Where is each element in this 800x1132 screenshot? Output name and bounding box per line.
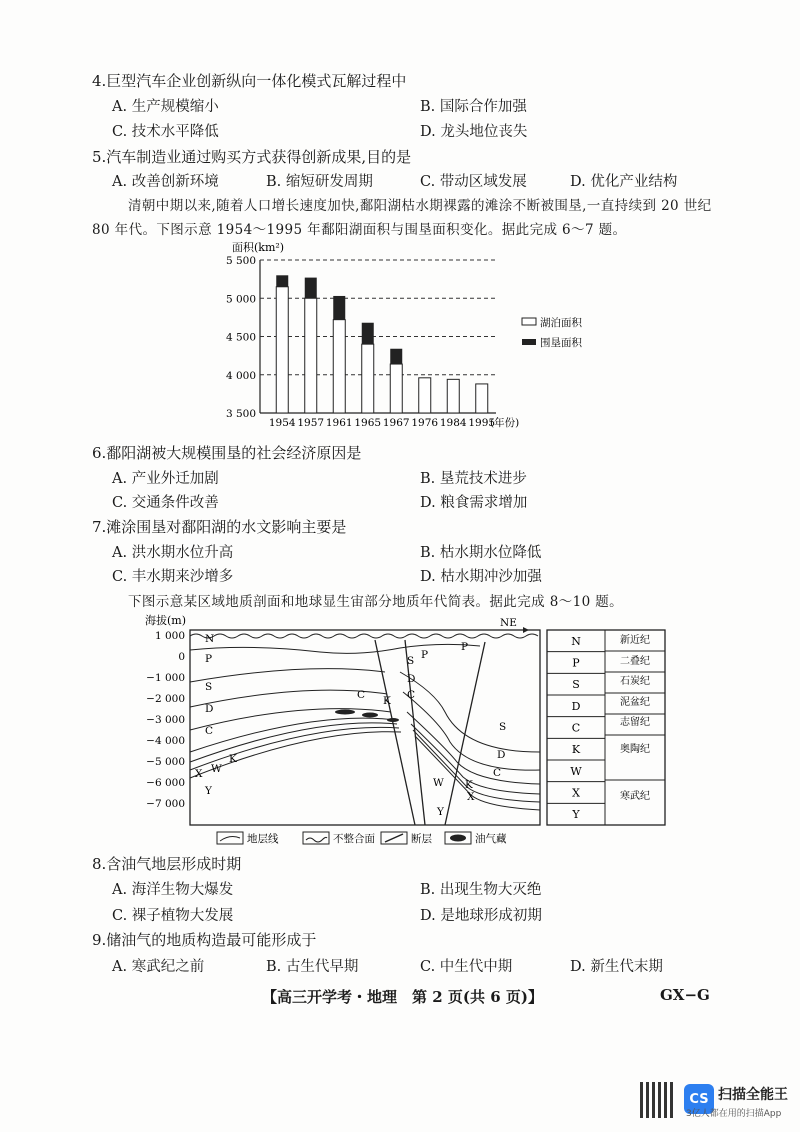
geo-ytick: −7 000	[146, 798, 185, 810]
geo-label: S	[205, 681, 213, 693]
reclaimed-area-bar	[333, 296, 345, 320]
geo-label: C	[357, 689, 366, 701]
chart-xtick-label: 1965	[354, 417, 382, 429]
geo-label: C	[407, 689, 416, 701]
lake-area-chart	[220, 238, 620, 438]
geo-ytick: 0	[178, 651, 185, 663]
table-stratum-code: Y	[572, 808, 580, 822]
q6-option-d: D. 粮食需求增加	[420, 495, 528, 511]
geo-time-table	[547, 630, 665, 825]
geo-ytick: −5 000	[146, 756, 185, 768]
q4-option-d: D. 龙头地位丧失	[420, 124, 528, 140]
q9-option-d: D. 新生代末期	[570, 959, 663, 975]
lake-area-bar	[276, 287, 288, 413]
lake-area-bar	[476, 384, 488, 413]
q8-option-a: A. 海洋生物大爆发	[112, 882, 234, 898]
legend-oil-deposit: 油气藏	[475, 833, 507, 845]
north-east-arrowhead	[523, 627, 529, 633]
geo-ytick: 1 000	[154, 630, 185, 642]
table-stratum-code: X	[572, 786, 580, 800]
geo-label: P	[421, 649, 429, 661]
chart-legend	[522, 316, 582, 349]
q7-stem: 7.滩涂围垦对鄱阳湖的水文影响主要是	[92, 518, 347, 536]
oil-deposit	[362, 713, 378, 718]
geo-label: C	[493, 767, 502, 779]
legend-unconformity: 不整合面	[333, 833, 375, 845]
surface-unconformity	[190, 634, 538, 638]
passage1-line2: 80 年代。下图示意 1954～1995 年鄱阳湖面积与围垦面积变化。据此完成 6～7 题。	[92, 222, 627, 238]
geo-label: X	[467, 791, 475, 803]
geo-legend	[217, 832, 507, 845]
q5-option-b: B. 缩短研发周期	[266, 174, 373, 190]
geo-label: P	[205, 653, 213, 665]
q4-option-a: A. 生产规模缩小	[112, 99, 219, 115]
table-stratum-code: N	[571, 634, 581, 648]
table-stratum-code: D	[571, 699, 581, 713]
geology-section	[145, 612, 675, 850]
geo-label: Y	[437, 806, 444, 818]
chart-xtick-label: 1961	[325, 417, 353, 429]
q4-option-c: C. 技术水平降低	[112, 124, 219, 140]
chart-xtick-label: 1954	[268, 417, 296, 429]
lake-area-bar	[333, 320, 345, 413]
period-label: 寒武纪	[620, 791, 650, 802]
q6-stem: 6.鄱阳湖被大规模围垦的社会经济原因是	[92, 444, 362, 462]
left-strata	[190, 669, 401, 778]
geo-label: Y	[205, 785, 212, 797]
q9-option-c: C. 中生代中期	[420, 959, 513, 975]
geo-label: S	[499, 721, 507, 733]
geo-ytick: −4 000	[146, 735, 185, 747]
q7-option-b: B. 枯水期水位降低	[420, 545, 542, 561]
lake-area-bar	[419, 378, 431, 413]
q8-option-c: C. 裸子植物大发展	[112, 908, 234, 924]
geo-label: K	[229, 753, 237, 765]
legend-reclaim-label: 围垦面积	[540, 337, 582, 349]
geo-label: D	[497, 749, 506, 761]
geo-left-labels	[195, 633, 237, 797]
q9-stem: 9.储油气的地质构造最可能形成于	[92, 931, 317, 949]
q8-option-b: B. 出现生物大灭绝	[420, 882, 542, 898]
geo-right-labels	[421, 641, 506, 818]
table-stratum-code: W	[570, 764, 582, 778]
geo-mid-labels	[357, 655, 415, 707]
q9-option-a: A. 寒武纪之前	[112, 959, 205, 975]
q7-option-d: D. 枯水期冲沙加强	[420, 569, 542, 585]
scanner-app-name: 扫描全能王	[718, 1087, 788, 1103]
q8-stem: 8.含油气地层形成时期	[92, 855, 242, 873]
q5-option-a: A. 改善创新环境	[112, 174, 219, 190]
page-footer: 【高三开学考・地理 第 2 页(共 6 页)】	[262, 988, 543, 1006]
q5-option-c: C. 带动区域发展	[420, 174, 527, 190]
legend-stratum-line: 地层线	[247, 833, 279, 845]
lake-area-bar	[447, 379, 459, 413]
reclaimed-area-bar	[390, 349, 402, 364]
geo-ytick: −6 000	[146, 777, 185, 789]
reclaimed-area-bar	[276, 275, 288, 286]
chart-xlabel: (年份)	[490, 417, 520, 429]
geo-ytick: −2 000	[146, 693, 185, 705]
lake-area-bar	[305, 298, 317, 413]
geo-period-labels	[620, 634, 650, 802]
chart-ytick-label: 4 000	[225, 369, 256, 382]
lake-area-bar	[390, 364, 402, 413]
q7-option-c: C. 丰水期来沙增多	[112, 569, 234, 585]
period-label: 石炭纪	[620, 676, 650, 687]
q4-option-b: B. 国际合作加强	[420, 99, 527, 115]
reclaimed-area-bar	[362, 323, 374, 344]
legend-lake-swatch	[522, 318, 536, 325]
geo-label: W	[211, 763, 222, 775]
period-label: 奥陶纪	[620, 744, 650, 755]
q6-option-b: B. 垦荒技术进步	[420, 471, 527, 487]
reclaimed-area-bar	[305, 278, 317, 299]
unconformity-line	[190, 644, 480, 653]
geo-label: P	[461, 641, 469, 653]
q4-stem: 4.巨型汽车企业创新纵向一体化模式瓦解过程中	[92, 72, 407, 90]
period-label: 新近纪	[620, 635, 650, 646]
scanner-tagline: 3亿人都在用的扫描App	[686, 1109, 782, 1119]
north-east-label: NE	[500, 617, 517, 629]
legend-reclaim-swatch	[522, 339, 536, 345]
chart-xtick-label: 1967	[382, 417, 410, 429]
chart-xtick-label: 1957	[297, 417, 325, 429]
geo-yticks	[146, 630, 185, 810]
scanner-logo-icon: CS	[684, 1084, 714, 1114]
geo-label: C	[205, 725, 214, 737]
geo-ytick: −1 000	[146, 672, 185, 684]
chart-ytick-label: 4 500	[225, 331, 256, 344]
geo-label: D	[407, 673, 416, 685]
legend-lake-label: 湖泊面积	[540, 317, 582, 329]
q6-option-a: A. 产业外迁加剧	[112, 471, 219, 487]
geo-label: X	[195, 768, 203, 780]
geo-label: K	[465, 779, 473, 791]
table-stratum-code: S	[572, 678, 580, 692]
oil-deposit	[387, 718, 399, 722]
legend-fault: 断层	[411, 833, 432, 845]
q6-option-c: C. 交通条件改善	[112, 495, 219, 511]
table-stratum-code: P	[572, 656, 580, 670]
geo-ylabel: 海拔(m)	[145, 614, 187, 627]
period-label: 二叠纪	[620, 656, 650, 667]
period-label: 泥盆纪	[620, 697, 650, 708]
qr-code	[640, 1082, 676, 1118]
passage2: 下图示意某区域地质剖面和地球显生宙部分地质年代简表。据此完成 8～10 题。	[128, 594, 624, 610]
q9-option-b: B. 古生代早期	[266, 959, 359, 975]
q8-option-d: D. 是地球形成初期	[420, 908, 542, 924]
geo-label: W	[433, 777, 444, 789]
q5-option-d: D. 优化产业结构	[570, 174, 678, 190]
table-stratum-code: C	[571, 721, 581, 735]
oil-deposit	[335, 710, 355, 715]
table-stratum-code: K	[571, 743, 581, 757]
chart-ytick-label: 5 000	[225, 293, 256, 306]
chart-ytick-label: 3 500	[225, 408, 256, 420]
geo-label: K	[383, 695, 391, 707]
chart-ylabel: 面积(km²)	[232, 241, 285, 254]
chart-xtick-label: 1976	[411, 417, 439, 429]
geo-ytick: −3 000	[146, 714, 185, 726]
paper-code: GX−G	[660, 986, 710, 1004]
geo-label: D	[205, 703, 214, 715]
chart-ytick-label: 5 500	[225, 255, 256, 267]
chart-xtick-label: 1984	[439, 417, 467, 429]
chart-xtick-label: 1995	[468, 417, 496, 429]
lake-area-bar	[362, 344, 374, 413]
passage1-line1: 清朝中期以来,随着人口增长速度加快,鄱阳湖枯水期裸露的滩涂不断被围垦,一直持续到 20 世纪	[128, 198, 712, 214]
geo-label: S	[407, 655, 415, 667]
q5-stem: 5.汽车制造业通过购买方式获得创新成果,目的是	[92, 148, 412, 166]
geo-label: N	[205, 633, 215, 645]
q7-option-a: A. 洪水期水位升高	[112, 545, 234, 561]
period-label: 志留纪	[620, 717, 650, 728]
